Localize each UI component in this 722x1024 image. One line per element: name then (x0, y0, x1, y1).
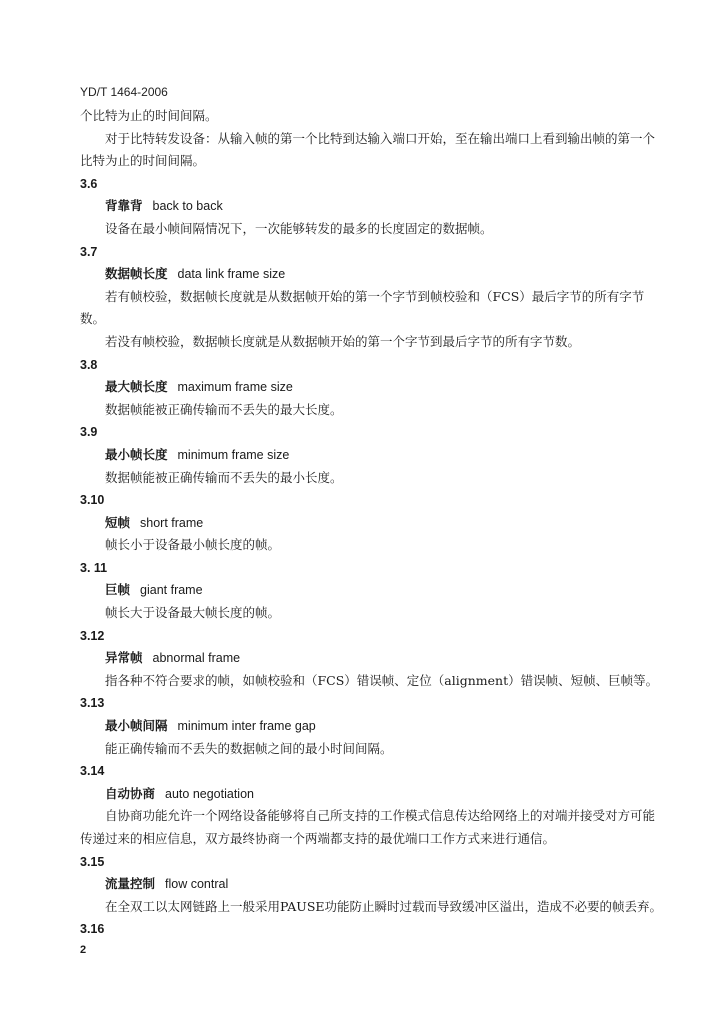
intro-paragraph-continued: 个比特为止的时间间隔。 (80, 108, 218, 123)
section-number: 3.16 (80, 922, 105, 937)
definition-paragraph: 能正确传输而不丢失的数据帧之间的最小时间间隔。 (105, 740, 393, 756)
term-chinese: 最小帧间隔 (105, 718, 168, 734)
definition-paragraph: 帧长小于设备最小帧长度的帧。 (105, 537, 281, 553)
term-english: minimum frame size (177, 447, 290, 462)
term-english: data link frame size (177, 267, 286, 282)
definition-paragraph: 帧长大于设备最大帧长度的帧。 (105, 605, 281, 621)
section-number: 3.15 (80, 854, 105, 869)
standard-code-header: YD/T 1464-2006 (80, 85, 168, 99)
definition-paragraph: 指各种不符合要求的帧，如帧校验和（FCS）错误帧、定位（alignment）错误帧、短帧、巨帧等。 (105, 672, 659, 688)
definition-paragraph: 数据帧能被正确传输而不丢失的最小长度。 (105, 469, 343, 485)
definition-paragraph: 在全双工以太网链路上一般采用PAUSE功能防止瞬时过载而导致缓冲区溢出，造成不必要的帧丢弃。 (105, 898, 663, 914)
term-heading (80, 579, 665, 602)
section-number: 3.7 (80, 244, 98, 259)
term-heading (80, 444, 665, 467)
term-english: minimum inter frame gap (177, 719, 316, 734)
section-number: 3. 11 (80, 560, 108, 575)
term-english: short frame (140, 515, 204, 530)
term-heading (80, 263, 665, 286)
section-number: 3.9 (80, 425, 98, 440)
term-chinese: 数据帧长度 (105, 266, 168, 282)
term-chinese: 异常帧 (105, 650, 143, 666)
definition-paragraph: 若没有帧校验，数据帧长度就是从数据帧开始的第一个字节到最后字节的所有字节数。 (105, 333, 581, 349)
definition-paragraph: 自协商功能允许一个网络设备能够将自己所支持的工作模式信息传达给网络上的对端并接受对方可能传递过来的相应信息，双方最终协商一个两端都支持的最优端口工作方式来进行通信。 (80, 808, 656, 846)
term-english: abnormal frame (152, 651, 241, 666)
document-body (80, 105, 665, 941)
term-heading (80, 715, 665, 738)
term-heading (80, 647, 665, 670)
section-number: 3.8 (80, 357, 98, 372)
term-english: giant frame (140, 583, 203, 598)
term-chinese: 最大帧长度 (105, 379, 168, 395)
term-english: flow contral (165, 877, 229, 892)
definition-paragraph: 设备在最小帧间隔情况下，一次能够转发的最多的长度固定的数据帧。 (105, 220, 493, 236)
section-number: 3.13 (80, 696, 105, 711)
term-chinese: 背靠背 (105, 198, 143, 214)
section-number: 3.14 (80, 764, 105, 779)
section-number: 3.12 (80, 628, 105, 643)
term-english: maximum frame size (177, 380, 293, 395)
section-number: 3.6 (80, 176, 98, 191)
term-chinese: 自动协商 (105, 785, 156, 801)
term-heading (80, 512, 665, 535)
section-number: 3.10 (80, 493, 105, 508)
definition-paragraph: 数据帧能被正确传输而不丢失的最大长度。 (105, 401, 343, 417)
page-number: 2 (80, 944, 87, 956)
term-heading (80, 195, 665, 218)
term-english: back to back (152, 199, 223, 214)
term-heading (80, 873, 665, 896)
term-chinese: 最小帧长度 (105, 446, 168, 462)
term-english: auto negotiation (165, 786, 254, 801)
definition-paragraph: 若有帧校验，数据帧长度就是从数据帧开始的第一个字节到帧校验和（FCS）最后字节的所有字节数。 (80, 288, 645, 327)
term-chinese: 巨帧 (105, 582, 131, 598)
term-heading (80, 783, 665, 806)
term-chinese: 短帧 (105, 514, 131, 530)
term-heading (80, 376, 665, 399)
term-chinese: 流量控制 (105, 876, 156, 892)
intro-paragraph: 对于比特转发设备：从输入帧的第一个比特到达输入端口开始，至在输出端口上看到输出帧的第一个比特为止的时间间隔。 (80, 130, 656, 169)
